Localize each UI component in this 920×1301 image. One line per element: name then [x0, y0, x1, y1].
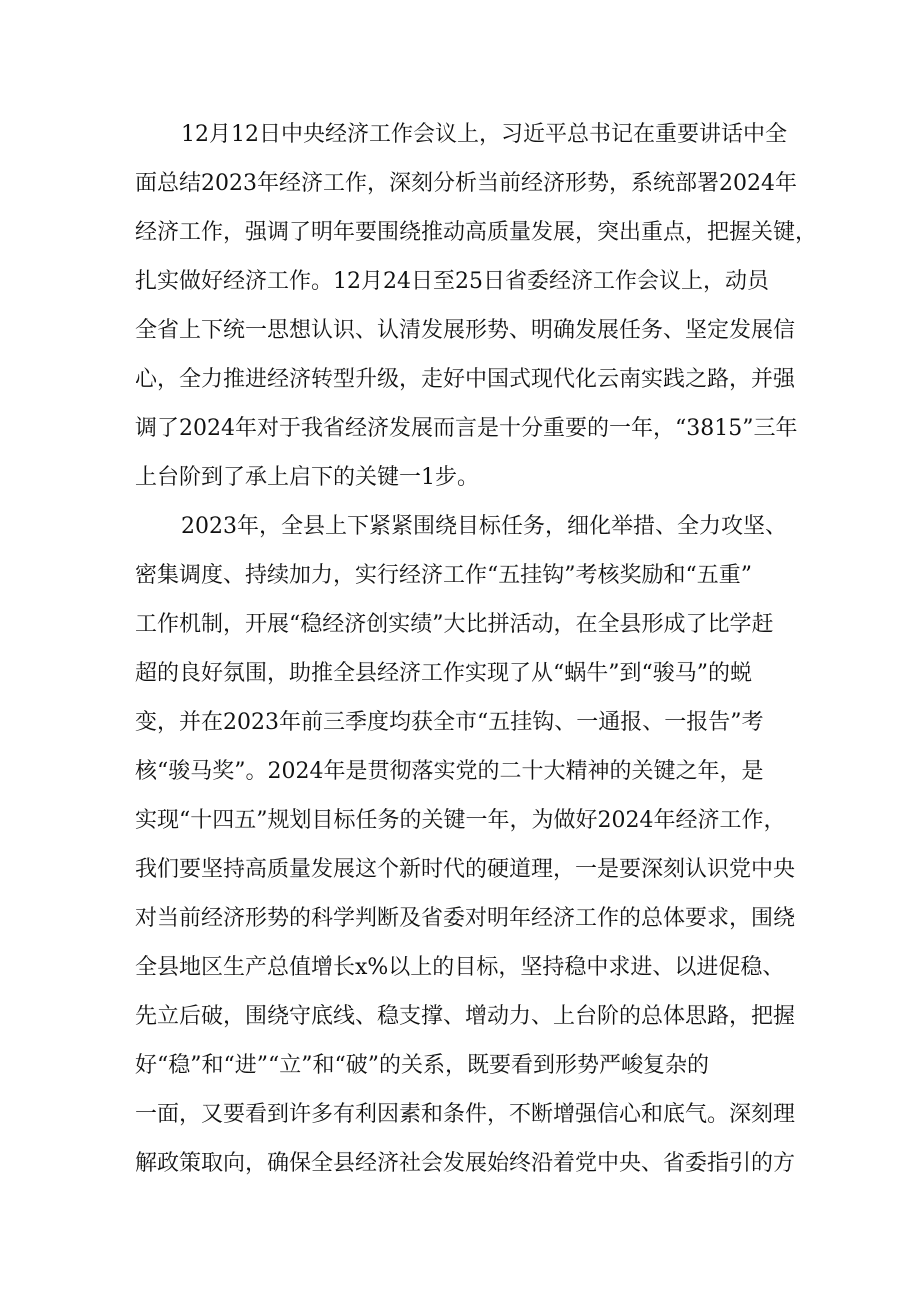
text-line: 扎实做好经济工作。12月24日至25日省委经济工作会议上，动员 [135, 269, 769, 294]
paragraph-1 [135, 110, 818, 502]
text-line: 2023年，全县上下紧紧围绕目标任务，细化举措、全力攻坚、 [181, 514, 787, 539]
text-line: 一面，又要看到许多有利因素和条件，不断增强信心和底气。深刻理 [135, 1102, 796, 1127]
text-line: 工作机制，开展“稳经济创实绩”大比拼活动，在全县形成了比学赶 [135, 612, 774, 637]
text-line: 解政策取向，确保全县经济社会发展始终沿着党中央、省委指引的方 [135, 1151, 796, 1176]
text-line: 我们要坚持高质量发展这个新时代的硬道理，一是要深刻认识党中央 [135, 857, 796, 882]
text-line: 核“骏马奖”。2024年是贯彻落实党的二十大精神的关键之年，是 [135, 759, 764, 784]
text-line: 超的良好氛围，助推全县经济工作实现了从“蜗牛”到“骏马”的蜕 [135, 661, 752, 686]
text-line: 全省上下统一思想认识、认清发展形势、明确发展任务、坚定发展信 [135, 318, 796, 343]
text-line: 调了2024年对于我省经济发展而言是十分重要的一年，“3815”三年 [135, 416, 798, 441]
text-line: 实现“十四五”规划目标任务的关键一年，为做好2024年经济工作， [135, 808, 786, 833]
text-line: 经济工作，强调了明年要围绕推动高质量发展，突出重点，把握关键， [135, 220, 818, 245]
text-line: 先立后破，围绕守底线、稳支撑、增动力、上台阶的总体思路，把握 [135, 1004, 796, 1029]
text-line: 上台阶到了承上启下的关键一1步。 [135, 465, 479, 490]
text-line: 面总结2023年经济工作，深刻分析当前经济形势，系统部署2024年 [135, 171, 797, 196]
text-line: 12月12日中央经济工作会议上，习近平总书记在重要讲话中全 [181, 122, 787, 147]
text-line: 密集调度、持续加力，实行经济工作“五挂钩”考核奖励和“五重” [135, 563, 752, 588]
paragraph-2 [135, 502, 795, 1188]
text-line: 变，并在2023年前三季度均获全市“五挂钩、一通报、一报告”考 [135, 710, 764, 735]
text-line: 好“稳”和“进”“立”和“破”的关系，既要看到形势严峻复杂的 [135, 1053, 709, 1078]
text-line: 心，全力推进经济转型升级，走好中国式现代化云南实践之路，并强 [135, 367, 796, 392]
text-line: 对当前经济形势的科学判断及省委对明年经济工作的总体要求，围绕 [135, 906, 796, 931]
text-line: 全县地区生产总值增长x%以上的目标，坚持稳中求进、以进促稳、 [135, 955, 785, 980]
